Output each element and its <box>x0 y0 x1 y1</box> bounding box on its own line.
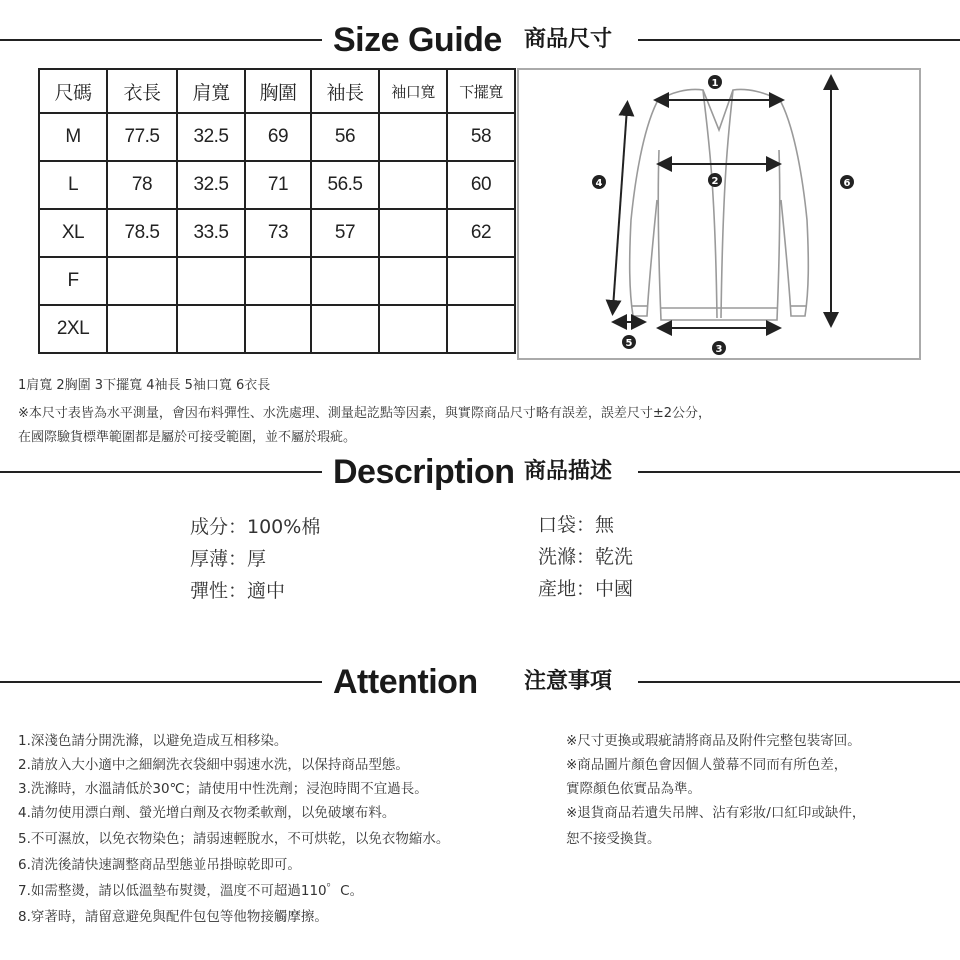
table-cell <box>379 161 447 209</box>
table-row <box>39 305 515 353</box>
table-cell: 2XL <box>39 305 107 353</box>
care-instruction-3: 3.洗滌時，水溫請低於30℃；請使用中性洗劑；浸泡時間不宜過長。 <box>18 781 428 797</box>
measurement-note-line-2: 在國際驗貨標準範圍都是屬於可接受範圍，並不屬於瑕疵。 <box>18 430 357 445</box>
elasticity-spec: 彈性：適中 <box>190 580 286 602</box>
heading-rule-right <box>638 39 960 41</box>
description-title-zh: 商品描述 <box>524 459 613 484</box>
header-cuff: 袖口寬 <box>379 69 447 113</box>
table-cell: 58 <box>447 113 515 161</box>
size-guide-title-zh: 商品尺寸 <box>524 27 613 52</box>
svg-text:5: 5 <box>625 338 633 349</box>
table-cell <box>447 305 515 353</box>
marker-6-icon <box>840 175 854 189</box>
return-note-2: ※商品圖片顏色會因個人螢幕不同而有所色差， <box>566 757 848 773</box>
table-cell: 57 <box>311 209 379 257</box>
cardigan-outline <box>630 90 809 321</box>
table-cell <box>177 305 245 353</box>
thickness-spec: 厚薄：厚 <box>190 548 267 570</box>
table-row <box>39 257 515 305</box>
table-cell: 78.5 <box>107 209 177 257</box>
table-cell <box>379 257 447 305</box>
material-spec: 成分：100%棉 <box>190 516 321 538</box>
table-cell: 32.5 <box>177 161 245 209</box>
care-instruction-6: 6.清洗後請快速調整商品型態並吊掛晾乾即可。 <box>18 857 301 873</box>
svg-text:4: 4 <box>595 178 603 189</box>
return-note-3: 實際顏色依實品為準。 <box>566 781 701 797</box>
table-cell: 73 <box>245 209 311 257</box>
attention-title-en: Attention <box>333 663 478 701</box>
return-note-4: ※退貨商品若遺失吊牌、沾有彩妝/口紅印或缺件， <box>566 805 866 821</box>
table-cell: 77.5 <box>107 113 177 161</box>
size-table <box>38 68 516 354</box>
description-heading <box>0 452 960 492</box>
table-cell <box>379 305 447 353</box>
table-cell <box>245 305 311 353</box>
header-shoulder: 肩寬 <box>177 69 245 113</box>
care-instruction-7: 7.如需整燙，請以低溫墊布熨燙，溫度不可超過110゜C。 <box>18 883 364 899</box>
marker-4-icon <box>592 175 606 189</box>
table-cell <box>177 257 245 305</box>
heading-rule-right <box>638 681 960 683</box>
heading-rule-left <box>0 681 322 683</box>
care-instruction-2: 2.請放入大小適中之細網洗衣袋細中弱速水洗，以保持商品型態。 <box>18 757 409 773</box>
table-cell: 32.5 <box>177 113 245 161</box>
table-cell: 62 <box>447 209 515 257</box>
table-cell <box>379 209 447 257</box>
table-cell: 56 <box>311 113 379 161</box>
table-cell: 71 <box>245 161 311 209</box>
table-cell: 33.5 <box>177 209 245 257</box>
table-cell: F <box>39 257 107 305</box>
table-cell <box>107 257 177 305</box>
table-cell <box>447 257 515 305</box>
origin-spec: 產地：中國 <box>538 578 634 600</box>
heading-rule-right <box>638 471 960 473</box>
care-instruction-5: 5.不可濕放，以免衣物染色；請弱速輕脫水，不可烘乾，以免衣物縮水。 <box>18 831 450 847</box>
heading-rule-left <box>0 39 322 41</box>
svg-text:2: 2 <box>711 176 719 187</box>
svg-text:1: 1 <box>711 78 719 89</box>
table-cell <box>311 257 379 305</box>
header-hem: 下擺寬 <box>447 69 515 113</box>
header-chest: 胸圍 <box>245 69 311 113</box>
table-row <box>39 161 515 209</box>
care-instruction-8: 8.穿著時，請留意避免與配件包包等他物接觸摩擦。 <box>18 909 328 925</box>
svg-text:6: 6 <box>843 178 851 189</box>
return-note-5: 恕不接受換貨。 <box>566 831 661 847</box>
table-cell <box>245 257 311 305</box>
table-row <box>39 209 515 257</box>
table-cell <box>311 305 379 353</box>
care-instruction-4: 4.請勿使用漂白劑、螢光增白劑及衣物柔軟劑，以免破壞布料。 <box>18 805 396 821</box>
wash-spec: 洗滌：乾洗 <box>538 546 634 568</box>
table-cell: XL <box>39 209 107 257</box>
measurement-note-line-1: ※本尺寸表皆為水平測量，會因布料彈性、水洗處理、測量起訖點等因素，與實際商品尺寸略有誤差，誤差尺寸±2公分， <box>18 406 712 421</box>
table-cell: 60 <box>447 161 515 209</box>
table-cell: 78 <box>107 161 177 209</box>
table-cell: 56.5 <box>311 161 379 209</box>
svg-text:3: 3 <box>715 344 723 355</box>
table-cell: M <box>39 113 107 161</box>
pocket-spec: 口袋：無 <box>538 514 615 536</box>
marker-3-icon <box>712 341 726 355</box>
return-note-1: ※尺寸更換或瑕疵請將商品及附件完整包裝寄回。 <box>566 733 861 749</box>
table-cell: 69 <box>245 113 311 161</box>
attention-title-zh: 注意事項 <box>524 669 613 694</box>
measurement-legend: 1肩寬 2胸圍 3下擺寬 4袖長 5袖口寬 6衣長 <box>18 378 271 393</box>
measurement-diagram <box>517 68 921 360</box>
size-table-header-row <box>39 69 515 113</box>
size-guide-title-en: Size Guide <box>333 21 502 59</box>
heading-rule-left <box>0 471 322 473</box>
table-cell <box>379 113 447 161</box>
header-size: 尺碼 <box>39 69 107 113</box>
marker-5-icon <box>622 335 636 349</box>
size-guide-heading <box>0 20 960 60</box>
header-sleeve: 袖長 <box>311 69 379 113</box>
marker-1-icon <box>708 75 722 89</box>
attention-heading <box>0 662 960 702</box>
care-instruction-1: 1.深淺色請分開洗滌，以避免造成互相移染。 <box>18 733 288 749</box>
table-cell: L <box>39 161 107 209</box>
table-cell <box>107 305 177 353</box>
header-length: 衣長 <box>107 69 177 113</box>
garment-illustration <box>519 70 919 358</box>
table-row <box>39 113 515 161</box>
marker-2-icon <box>708 173 722 187</box>
description-title-en: Description <box>333 453 515 491</box>
